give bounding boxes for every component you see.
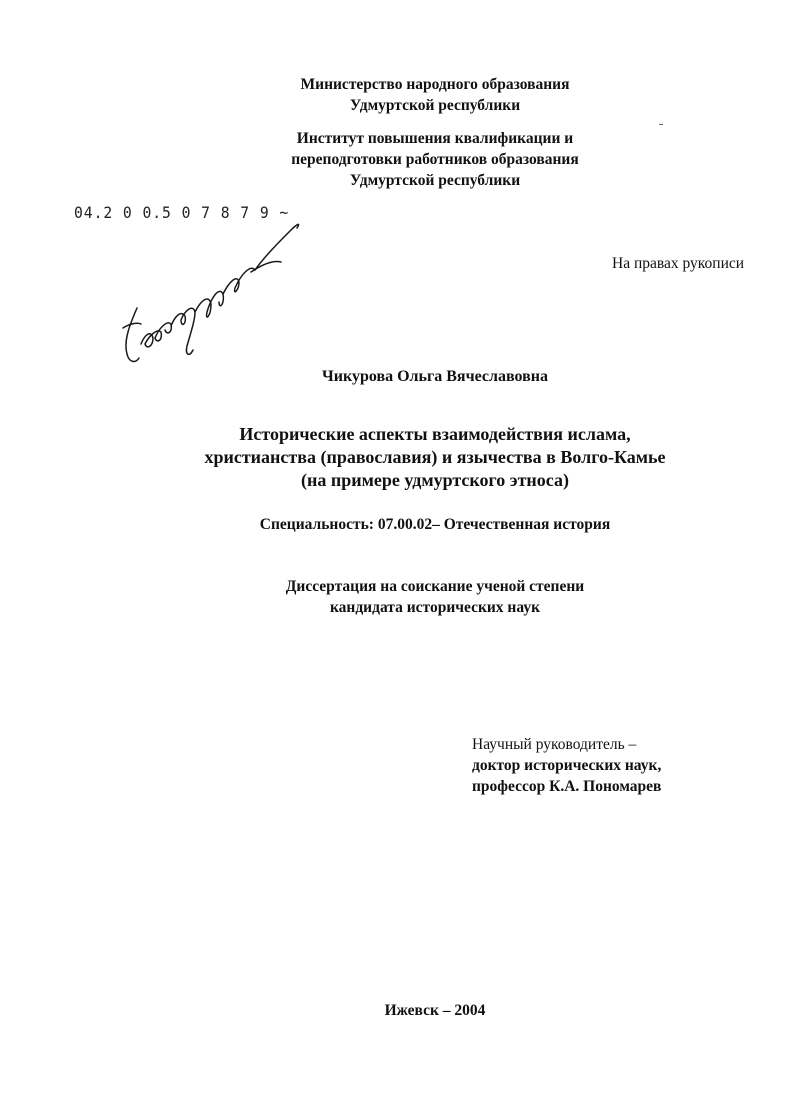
- degree-statement: [0, 576, 798, 618]
- archive-stamp-number: 04.2 0 0.5 0 7 8 7 9 ~: [74, 203, 290, 222]
- dissertation-title: [0, 423, 798, 492]
- scientific-advisor: [472, 734, 661, 797]
- institute-line-1: Институт повышения квалификации и: [296, 130, 574, 147]
- city-year: Ижевск – 2004: [384, 1002, 486, 1019]
- institute-header: [0, 128, 798, 191]
- degree-line-2: кандидата исторических наук: [329, 599, 541, 616]
- title-line-1: Исторические аспекты взаимодействия ислама,: [239, 424, 631, 444]
- specialty-line: Специальность: 07.00.02– Отечественная история: [259, 516, 611, 533]
- scan-speck: [659, 124, 663, 125]
- degree-line-1: Диссертация на соискание ученой степени: [285, 578, 585, 595]
- institute-line-3: Удмуртской республики: [349, 172, 521, 189]
- advisor-role: Научный руководитель –: [472, 736, 637, 753]
- ministry-line-2: Удмуртской республики: [349, 97, 521, 114]
- advisor-degree: доктор исторических наук,: [472, 757, 662, 774]
- handwritten-signature: [115, 212, 310, 377]
- ministry-header: [0, 74, 798, 116]
- ministry-line-1: Министерство народного образования: [300, 76, 570, 93]
- manuscript-rights-note: На правах рукописи: [612, 255, 745, 272]
- title-line-2: христианства (православия) и язычества в Волго-Камье: [204, 447, 666, 467]
- institute-line-2: переподготовки работников образования: [291, 151, 579, 168]
- advisor-name: профессор К.А. Пономарев: [472, 778, 662, 795]
- title-line-3: (на примере удмуртского этноса): [301, 470, 569, 490]
- author-name: Чикурова Ольга Вячеславовна: [322, 368, 548, 385]
